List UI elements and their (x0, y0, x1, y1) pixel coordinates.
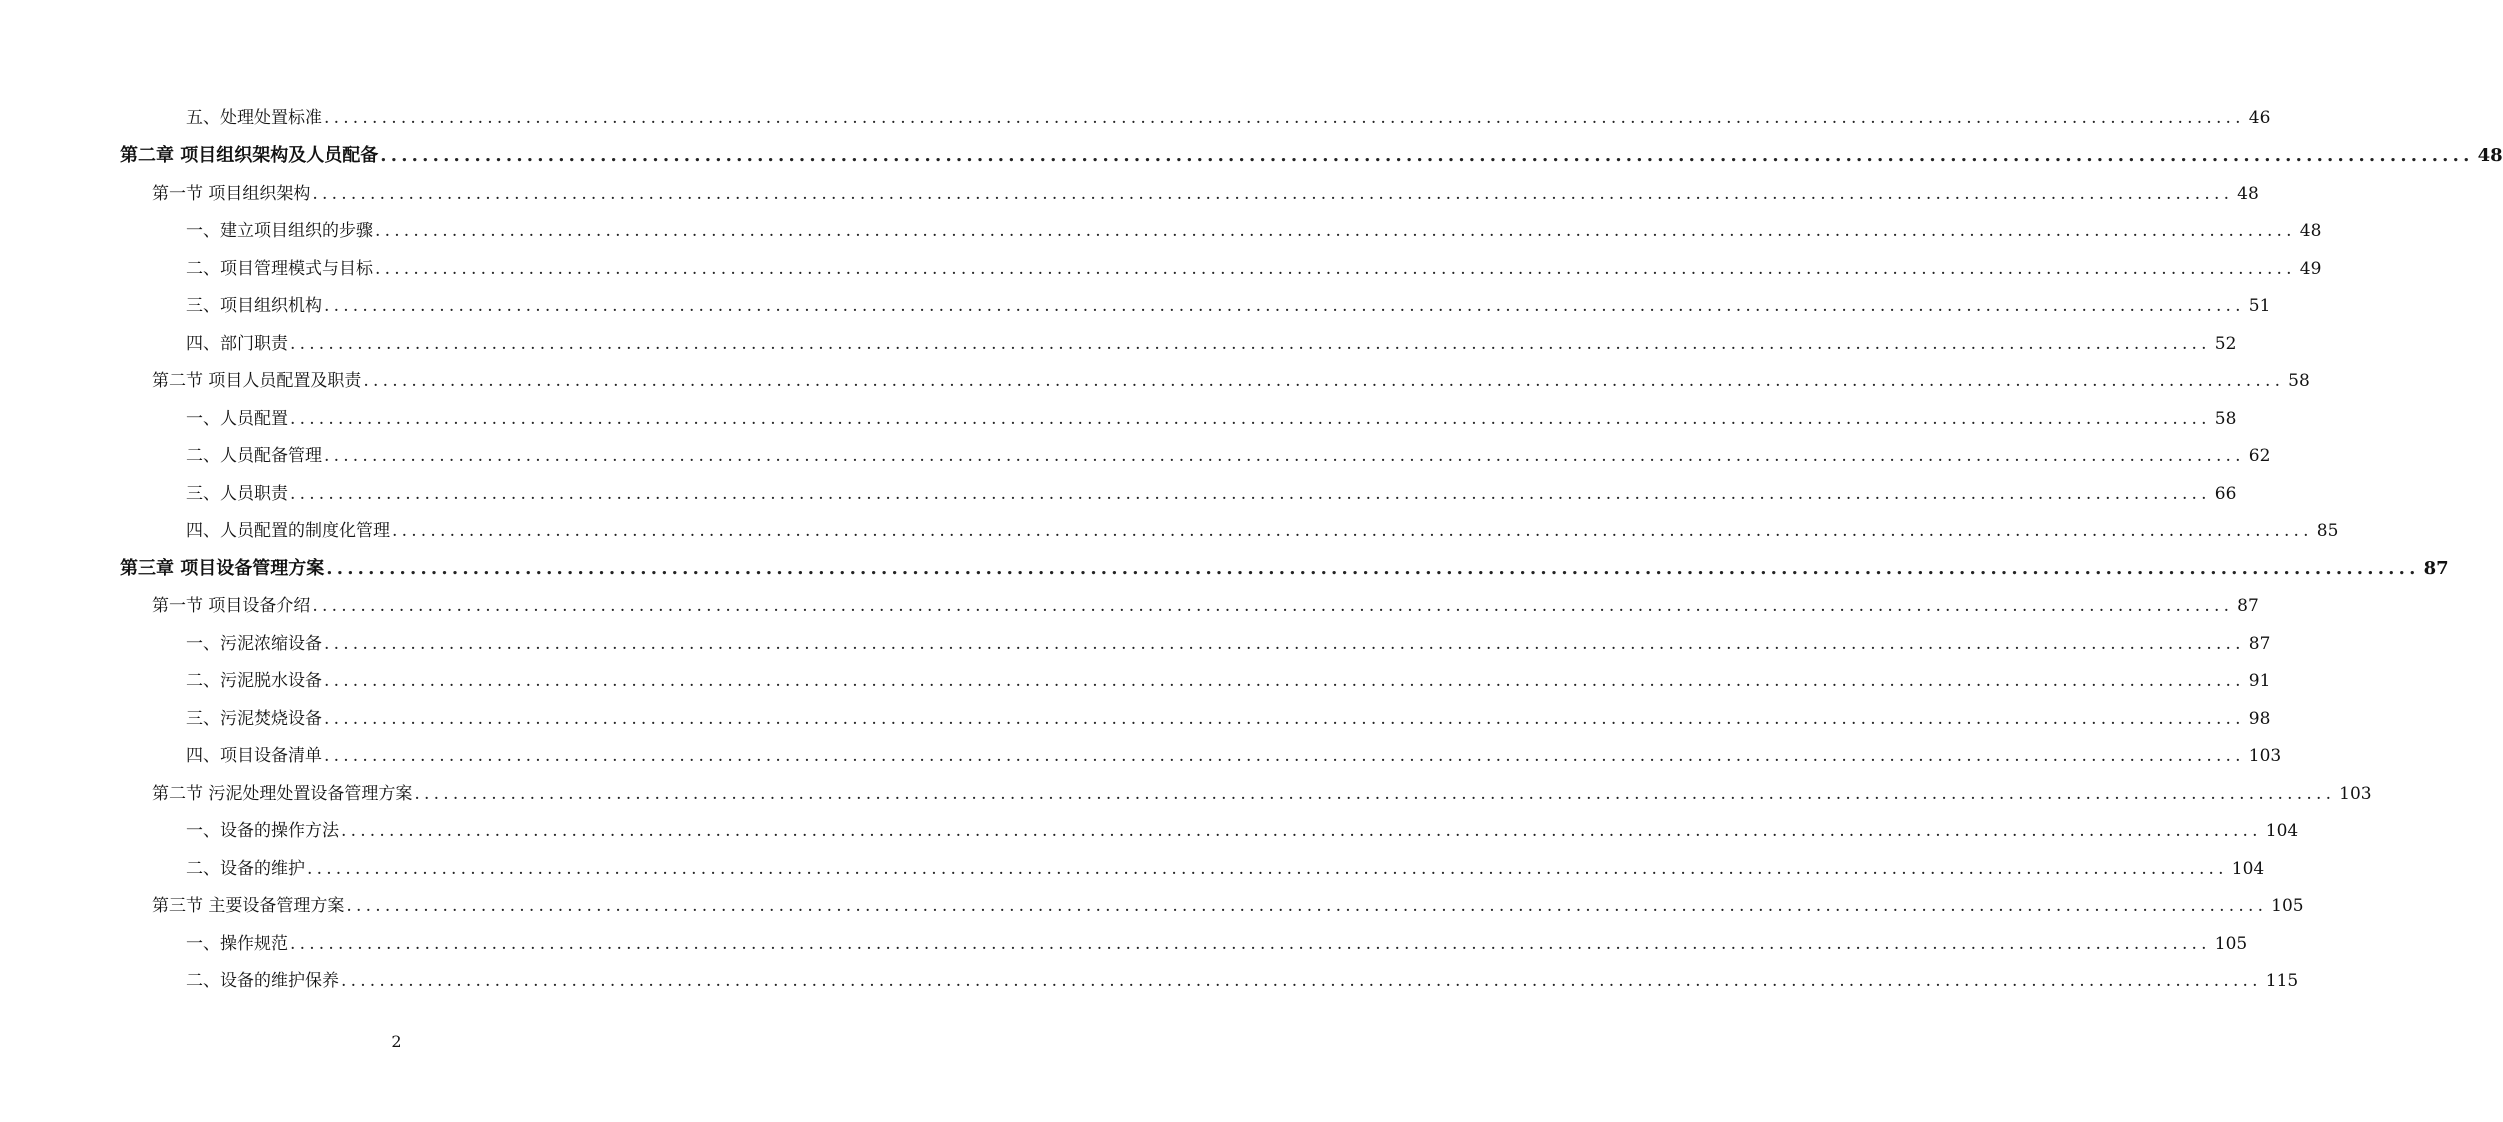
toc-page-number: 105 (2271, 896, 2304, 916)
toc-entry (186, 292, 2271, 320)
toc-leader: ........................................................................................................................................................................................................ (341, 821, 2262, 841)
toc-entry (186, 667, 2271, 695)
toc-entry (186, 855, 2265, 883)
toc-entry (186, 480, 2237, 508)
toc-title: 四、项目设备清单 (186, 746, 322, 766)
toc-leader: ........................................................................................................................................................................................................ (380, 145, 2474, 166)
toc-leader: ........................................................................................................................................................................................................ (346, 896, 2268, 916)
toc-entry (186, 330, 2237, 358)
toc-entry (152, 367, 2310, 395)
toc-entry (186, 930, 2248, 958)
toc-title: 二、污泥脱水设备 (186, 671, 322, 691)
toc-entry (186, 217, 2322, 245)
toc-leader: ........................................................................................................................................................................................................ (324, 709, 2245, 729)
toc-entry (186, 967, 2299, 995)
toc-page-number: 51 (2248, 296, 2271, 316)
toc-entry (186, 630, 2271, 658)
toc-title: 二、项目管理模式与目标 (186, 259, 373, 279)
toc-title: 四、部门职责 (186, 334, 288, 354)
toc-page-number: 58 (2214, 409, 2237, 429)
toc-entry (120, 142, 2503, 170)
toc-leader: ........................................................................................................................................................................................................ (326, 558, 2420, 579)
toc-entry (186, 817, 2299, 845)
toc-page-number: 66 (2214, 484, 2237, 504)
toc-title: 第一节 项目设备介绍 (152, 596, 311, 616)
toc-title: 第三节 主要设备管理方案 (152, 896, 345, 916)
page-number: 2 (391, 1032, 402, 1051)
toc-page-number: 104 (2265, 821, 2299, 841)
toc-title: 第二节 项目人员配置及职责 (152, 371, 362, 391)
toc-leader: ........................................................................................................................................................................................................ (324, 296, 2245, 316)
toc-title: 二、人员配备管理 (186, 446, 322, 466)
toc-page-number: 104 (2231, 859, 2265, 879)
toc-title: 第三章 项目设备管理方案 (120, 558, 325, 579)
toc-title: 一、污泥浓缩设备 (186, 634, 322, 654)
toc-page-number: 115 (2265, 971, 2299, 991)
toc-title: 第二节 污泥处理处置设备管理方案 (152, 784, 413, 804)
toc-entry (186, 705, 2271, 733)
toc-page-number: 87 (2237, 596, 2259, 616)
toc-leader: ........................................................................................................................................................................................................ (324, 746, 2245, 766)
toc-entry (186, 742, 2282, 770)
toc-title: 二、设备的维护保养 (186, 971, 339, 991)
toc-leader: ........................................................................................................................................................................................................ (324, 446, 2245, 466)
toc-leader: ........................................................................................................................................................................................................ (312, 596, 2234, 616)
toc-page-number: 91 (2248, 671, 2271, 691)
toc-leader: ........................................................................................................................................................................................................ (392, 521, 2313, 541)
toc-leader: ........................................................................................................................................................................................................ (375, 259, 2296, 279)
toc-entry (152, 892, 2304, 920)
toc-entry (120, 555, 2449, 583)
toc-entry (152, 592, 2259, 620)
toc-leader: ........................................................................................................................................................................................................ (341, 971, 2262, 991)
toc-page-number: 87 (2248, 634, 2271, 654)
toc-title: 一、操作规范 (186, 934, 288, 954)
toc-entry (186, 405, 2237, 433)
toc-leader: ........................................................................................................................................................................................................ (375, 221, 2296, 241)
toc-entry (186, 442, 2271, 470)
toc-page-number: 85 (2316, 521, 2339, 541)
toc-page-number: 46 (2248, 108, 2271, 128)
toc-entry (186, 517, 2339, 545)
toc-title: 第二章 项目组织架构及人员配备 (120, 145, 379, 166)
toc-page-number: 62 (2248, 446, 2271, 466)
toc-leader: ........................................................................................................................................................................................................ (363, 371, 2285, 391)
toc-title: 二、设备的维护 (186, 859, 305, 879)
toc-leader: ........................................................................................................................................................................................................ (312, 184, 2234, 204)
toc-leader: ........................................................................................................................................................................................................ (324, 108, 2245, 128)
toc-page-number: 48 (2477, 145, 2503, 166)
toc-page-number: 58 (2288, 371, 2310, 391)
toc-title: 三、污泥焚烧设备 (186, 709, 322, 729)
toc-page-number: 48 (2237, 184, 2259, 204)
toc-leader: ........................................................................................................................................................................................................ (290, 484, 2211, 504)
toc-leader: ........................................................................................................................................................................................................ (290, 934, 2211, 954)
toc-page-number: 105 (2214, 934, 2248, 954)
toc-leader: ........................................................................................................................................................................................................ (324, 671, 2245, 691)
toc-title: 一、设备的操作方法 (186, 821, 339, 841)
toc-title: 一、人员配置 (186, 409, 288, 429)
toc-leader: ........................................................................................................................................................................................................ (307, 859, 2228, 879)
toc-title: 第一节 项目组织架构 (152, 184, 311, 204)
toc-leader: ........................................................................................................................................................................................................ (324, 634, 2245, 654)
toc-title: 五、处理处置标准 (186, 108, 322, 128)
toc-entry (152, 180, 2259, 208)
toc-leader: ........................................................................................................................................................................................................ (290, 334, 2211, 354)
toc-page-number: 87 (2423, 558, 2449, 579)
toc-title: 一、建立项目组织的步骤 (186, 221, 373, 241)
toc-title: 三、项目组织机构 (186, 296, 322, 316)
toc-entry (152, 780, 2372, 808)
toc-page-number: 103 (2339, 784, 2372, 804)
toc-page-number: 52 (2214, 334, 2237, 354)
toc-page-number: 98 (2248, 709, 2271, 729)
toc-leader: ........................................................................................................................................................................................................ (414, 784, 2336, 804)
toc-entry (186, 104, 2271, 132)
toc-title: 三、人员职责 (186, 484, 288, 504)
toc-entry (186, 255, 2322, 283)
toc-page-number: 103 (2248, 746, 2282, 766)
toc-page-number: 49 (2299, 259, 2322, 279)
toc-leader: ........................................................................................................................................................................................................ (290, 409, 2211, 429)
toc-page-number: 48 (2299, 221, 2322, 241)
toc-title: 四、人员配置的制度化管理 (186, 521, 390, 541)
